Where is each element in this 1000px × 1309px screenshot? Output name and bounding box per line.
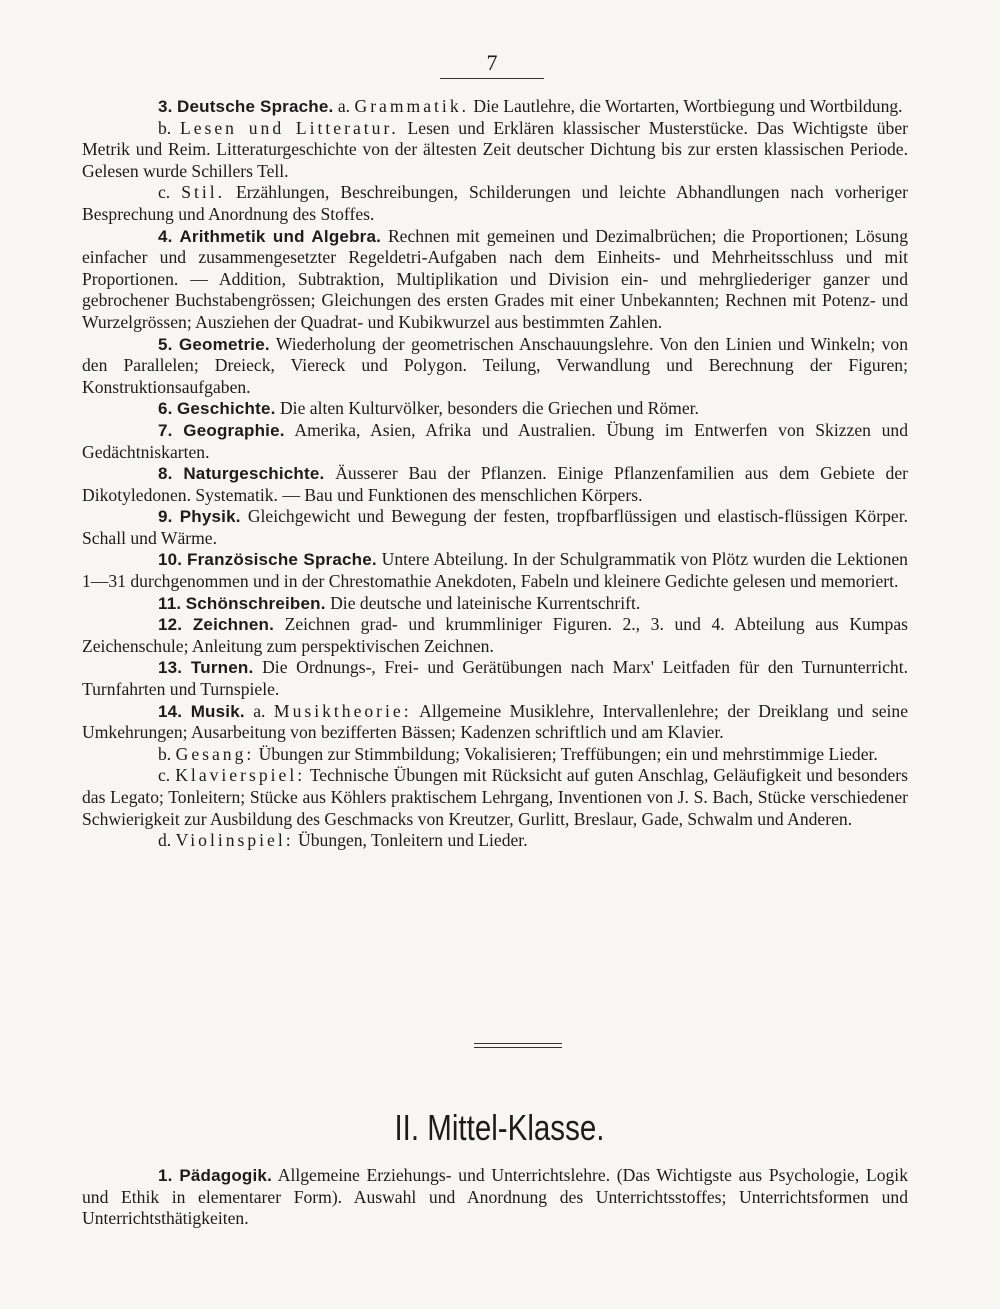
subject-list xyxy=(82,96,908,852)
subject-franzoesisch xyxy=(82,549,908,592)
subject-musik-d xyxy=(82,830,908,852)
subject-geographie xyxy=(82,420,908,463)
subject-number: 14. xyxy=(158,701,183,721)
divider-line xyxy=(474,1047,562,1048)
subject-number: 12. xyxy=(158,615,183,635)
subject-text: Untere Abteilung. In der Schulgrammatik von Plötz wurden die Lektionen 1—31 durchgenommen und in der Chrestomathie Anekdoten, Fabeln und kleinere Gedichte gelesen und memoriert. xyxy=(82,549,908,592)
subject-number: 3. xyxy=(158,97,173,116)
subject-text: Rechnen mit gemeinen und Dezimalbrüchen; die Proportionen; Lösung einfacher und zusammengesetzter Regeldetri-Aufgaben nach dem Einheits- und Mehrheitsschluss und mit Proportionen. — Addition, Subtraktion, Multiplikation und Division ein- und mehrgliederiger ganzer und gebrochener Buchstabengrössen; Gleichungen des ersten Grades mit einer Unbekannten; Rechnen mit Potenz- und Wurzelgrössen; Ausziehen der Quadrat- und Kubikwurzel aus bestimmten Zahlen. xyxy=(82,225,909,332)
subject-heading: Deutsche Sprache. xyxy=(176,97,334,116)
subject-text: Die alten Kulturvölker, besonders die Griechen und Römer. xyxy=(279,398,699,419)
subject-text: Übungen zur Stimmbildung; Vokalisieren; Treffübungen; ein und mehrstimmige Lieder. xyxy=(258,743,878,764)
subject-number: 13. xyxy=(158,658,183,678)
subject-text: Allgemeine Musiklehre, Intervallenlehre; der Dreiklang und seine Umkehrungen; Ausarbeitung von bezifferten Bässen; Kadenzen schriftlich und am Klavier. xyxy=(82,700,908,743)
sub-marker: d. xyxy=(158,830,172,851)
subject-deutsch-c xyxy=(82,182,908,225)
subject-heading: Arithmetik und Algebra. xyxy=(179,226,382,246)
subject-number: 1. xyxy=(158,1166,173,1185)
subject-heading: Pädagogik. xyxy=(179,1166,272,1185)
subject-paedagogik xyxy=(82,1165,908,1230)
subject-heading: Musik. xyxy=(190,701,245,721)
subject-naturgeschichte xyxy=(82,463,908,506)
divider-line xyxy=(474,1043,562,1044)
sub-heading: Stil. xyxy=(181,182,226,203)
subject-text: Die Ordnungs-, Frei- und Gerätübungen nach Marx' Leitfaden für den Turnunterricht. Turnfahrten und Turnspiele. xyxy=(82,657,909,700)
subject-text: Gleichgewicht und Bewegung der festen, tropfbarflüssigen und elastisch-flüssigen Körper. Schall und Wärme. xyxy=(82,506,908,548)
subject-text: Die deutsche und lateinische Kurrentschrift. xyxy=(330,592,641,613)
subject-musik xyxy=(82,701,908,744)
subject-number: 8. xyxy=(158,464,173,484)
subject-number: 5. xyxy=(158,334,173,354)
subject-list-2 xyxy=(82,1165,908,1230)
section-title: II. Mittel-Klasse. xyxy=(394,1107,605,1148)
subject-deutsch xyxy=(82,96,908,118)
sub-heading: Musiktheorie: xyxy=(273,700,412,721)
sub-marker: a. xyxy=(253,700,266,721)
sub-heading: Gesang: xyxy=(175,743,255,764)
subject-number: 11. xyxy=(158,593,182,613)
sub-marker: b. xyxy=(158,117,172,138)
subject-heading: Geographie. xyxy=(183,420,285,440)
subject-number: 10. xyxy=(158,550,183,570)
subject-text: Allgemeine Erziehungs- und Unterrichtslehre. (Das Wichtigste aus Psychologie, Logik und Ethik in elementarer Form). Auswahl und Anordnung des Unterrichtsstoffes; Unterrichtsformen und Unterrichtsthätigkeiten. xyxy=(82,1165,908,1229)
subject-text: Amerika, Asien, Afrika und Australien. Übung im Entwerfen von Skizzen und Gedächtniskarten. xyxy=(82,419,909,462)
subject-text: Die Lautlehre, die Wortarten, Wortbiegung und Wortbildung. xyxy=(473,96,903,116)
subject-text: Übungen, Tonleitern und Lieder. xyxy=(298,830,528,851)
subject-heading: Physik. xyxy=(179,507,241,527)
subject-musik-b xyxy=(82,744,908,766)
subject-heading: Naturgeschichte. xyxy=(183,464,325,484)
subject-heading: Geschichte. xyxy=(176,399,276,419)
subject-heading: Turnen. xyxy=(190,658,254,678)
subject-text: Wiederholung der geometrischen Anschauungslehre. Von den Linien und Winkeln; von den Parallelen; Dreieck, Viereck und Polygon. Teilung, Verwandlung und Berechnung der Figuren; Konstruktionsaufgaben. xyxy=(82,333,908,397)
subject-physik xyxy=(82,506,908,549)
subject-heading: Zeichnen. xyxy=(192,615,274,635)
subject-text: Zeichnen grad- und krummliniger Figuren. 2., 3. und 4. Abteilung aus Kumpas Zeichenschule; Anleitung zum perspektivischen Zeichnen. xyxy=(82,614,908,656)
subject-arithmetik xyxy=(82,226,908,334)
subject-number: 9. xyxy=(158,507,173,527)
subject-number: 6. xyxy=(158,399,173,419)
sub-marker: b. xyxy=(158,743,172,764)
subject-text: Technische Übungen mit Rücksicht auf guten Anschlag, Geläufigkeit und besonders das Legato; Tonleitern; Stücke aus Köhlers praktischem Lehrgang, Inventionen von J. S. Bach, Stücke verschiedener Schwierigkeit zur Ausbildung des Geschmacks von Kreutzer, Gurlitt, Breslaur, Gade, Schwalm und Anderen. xyxy=(82,765,908,829)
subject-number: 4. xyxy=(158,226,173,246)
subject-heading: Geometrie. xyxy=(178,334,270,354)
subject-deutsch-b xyxy=(82,118,908,183)
section-divider xyxy=(474,1043,562,1051)
subject-heading: Schönschreiben. xyxy=(185,593,326,613)
subject-turnen xyxy=(82,657,908,700)
subject-text: Lesen und Erklären klassischer Musterstücke. Das Wichtigste über Metrik und Reim. Litteraturgeschichte von der ältesten Zeit deutscher Dichtung bis zur ersten klassischen Periode. Gelesen wurde Schillers Tell. xyxy=(82,117,908,181)
subject-heading: Französische Sprache. xyxy=(187,550,377,570)
sub-heading: Lesen und Litteratur. xyxy=(179,117,399,138)
subject-schoenschreiben xyxy=(82,593,908,615)
page-number: 7 xyxy=(440,50,544,79)
sub-heading: Grammatik. xyxy=(354,96,470,116)
sub-marker: c. xyxy=(158,182,171,203)
subject-number: 7. xyxy=(158,420,173,440)
sub-heading: Klavierspiel: xyxy=(175,765,306,786)
sub-marker: c. xyxy=(158,765,171,786)
subject-musik-c xyxy=(82,765,908,830)
subject-geschichte xyxy=(82,398,908,420)
subject-text: Erzählungen, Beschreibungen, Schilderungen und leichte Abhandlungen nach vorheriger Besprechung und Anordnung des Stoffes. xyxy=(82,182,908,224)
subject-text: Äusserer Bau der Pflanzen. Einige Pflanzenfamilien aus dem Gebiete der Dikotyledonen. Systematik. — Bau und Funktionen des menschlichen Körpers. xyxy=(82,463,909,505)
subject-geometrie xyxy=(82,334,908,399)
sub-heading: Violinspiel: xyxy=(175,830,294,851)
subject-zeichnen xyxy=(82,614,908,657)
sub-marker: a. xyxy=(337,96,351,116)
